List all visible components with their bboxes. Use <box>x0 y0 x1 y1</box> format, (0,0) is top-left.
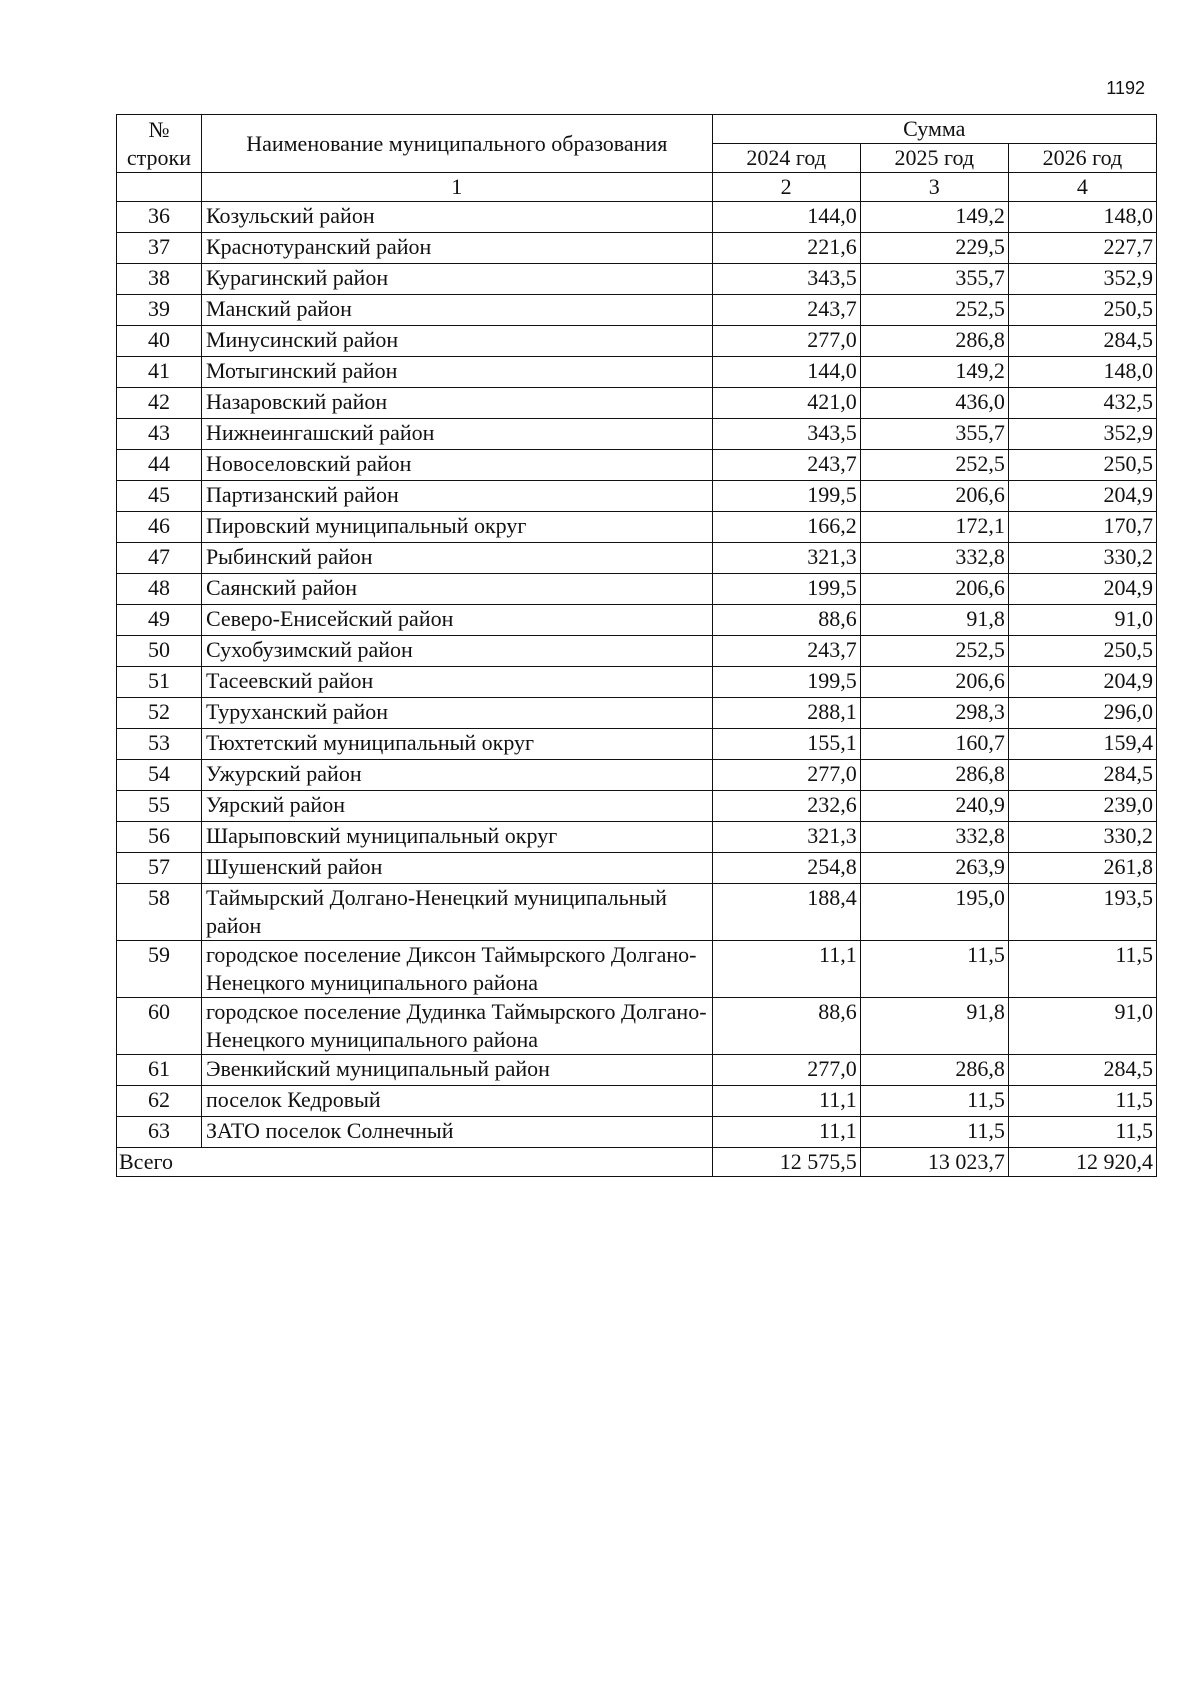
value-2025: 252,5 <box>860 636 1008 667</box>
value-2025: 332,8 <box>860 822 1008 853</box>
total-row <box>117 1148 1157 1177</box>
value-2024: 277,0 <box>712 326 860 357</box>
value-2024: 88,6 <box>712 605 860 636</box>
value-2026: 159,4 <box>1008 729 1156 760</box>
value-2025: 11,5 <box>860 1086 1008 1117</box>
municipality-name: Северо-Енисейский район <box>201 605 712 636</box>
header-row-number-line1: № <box>148 116 170 142</box>
value-2025: 91,8 <box>860 605 1008 636</box>
value-2026: 250,5 <box>1008 450 1156 481</box>
row-number: 45 <box>117 481 202 512</box>
municipality-name: ЗАТО поселок Солнечный <box>201 1117 712 1148</box>
value-2026: 91,0 <box>1008 605 1156 636</box>
table-body <box>117 202 1157 1148</box>
row-number: 59 <box>117 941 202 998</box>
value-2024: 188,4 <box>712 884 860 941</box>
table-row <box>117 357 1157 388</box>
value-2026: 11,5 <box>1008 941 1156 998</box>
municipality-name: Эвенкийский муниципальный район <box>201 1055 712 1086</box>
value-2024: 343,5 <box>712 264 860 295</box>
value-2024: 421,0 <box>712 388 860 419</box>
table-row <box>117 998 1157 1055</box>
row-number: 47 <box>117 543 202 574</box>
value-2024: 199,5 <box>712 574 860 605</box>
value-2026: 352,9 <box>1008 419 1156 450</box>
municipality-name: поселок Кедровый <box>201 1086 712 1117</box>
municipality-name: Уярский район <box>201 791 712 822</box>
header-year-2026: 2026 год <box>1008 144 1156 173</box>
value-2026: 330,2 <box>1008 543 1156 574</box>
municipality-name: Назаровский район <box>201 388 712 419</box>
value-2024: 343,5 <box>712 419 860 450</box>
value-2026: 148,0 <box>1008 202 1156 233</box>
municipality-name: Пировский муниципальный округ <box>201 512 712 543</box>
value-2025: 252,5 <box>860 450 1008 481</box>
total-label: Всего <box>117 1148 713 1177</box>
municipality-name: Сухобузимский район <box>201 636 712 667</box>
value-2024: 88,6 <box>712 998 860 1055</box>
table-row <box>117 729 1157 760</box>
municipality-name: Тюхтетский муниципальный округ <box>201 729 712 760</box>
municipality-name: Манский район <box>201 295 712 326</box>
value-2026: 250,5 <box>1008 636 1156 667</box>
column-index-3: 3 <box>860 173 1008 202</box>
total-2026: 12 920,4 <box>1008 1148 1156 1177</box>
value-2024: 199,5 <box>712 481 860 512</box>
table-header <box>117 115 1157 202</box>
row-number: 44 <box>117 450 202 481</box>
total-2024: 12 575,5 <box>712 1148 860 1177</box>
value-2024: 288,1 <box>712 698 860 729</box>
value-2024: 155,1 <box>712 729 860 760</box>
table-row <box>117 574 1157 605</box>
municipality-name: Туруханский район <box>201 698 712 729</box>
row-number: 48 <box>117 574 202 605</box>
header-row-number-line2: строки <box>126 144 192 170</box>
row-number: 39 <box>117 295 202 326</box>
value-2026: 193,5 <box>1008 884 1156 941</box>
table-row <box>117 419 1157 450</box>
value-2025: 332,8 <box>860 543 1008 574</box>
value-2024: 166,2 <box>712 512 860 543</box>
municipality-name: Курагинский район <box>201 264 712 295</box>
column-index-empty <box>117 173 202 202</box>
table-row <box>117 202 1157 233</box>
table-row <box>117 760 1157 791</box>
municipality-name: Новоселовский район <box>201 450 712 481</box>
value-2026: 148,0 <box>1008 357 1156 388</box>
table-row <box>117 295 1157 326</box>
value-2026: 261,8 <box>1008 853 1156 884</box>
value-2026: 239,0 <box>1008 791 1156 822</box>
value-2024: 11,1 <box>712 1086 860 1117</box>
value-2026: 170,7 <box>1008 512 1156 543</box>
header-municipality-name: Наименование муниципального образования <box>201 115 712 173</box>
value-2024: 277,0 <box>712 760 860 791</box>
row-number: 42 <box>117 388 202 419</box>
value-2025: 286,8 <box>860 760 1008 791</box>
value-2025: 206,6 <box>860 574 1008 605</box>
municipality-name: Козульский район <box>201 202 712 233</box>
table-row <box>117 264 1157 295</box>
value-2026: 227,7 <box>1008 233 1156 264</box>
value-2026: 11,5 <box>1008 1086 1156 1117</box>
row-number: 55 <box>117 791 202 822</box>
value-2026: 91,0 <box>1008 998 1156 1055</box>
value-2025: 149,2 <box>860 357 1008 388</box>
table-row <box>117 481 1157 512</box>
column-index-1: 1 <box>201 173 712 202</box>
table-row <box>117 388 1157 419</box>
municipality-name: Шушенский район <box>201 853 712 884</box>
row-number: 57 <box>117 853 202 884</box>
value-2025: 286,8 <box>860 326 1008 357</box>
value-2024: 243,7 <box>712 295 860 326</box>
value-2024: 243,7 <box>712 636 860 667</box>
row-number: 51 <box>117 667 202 698</box>
value-2025: 436,0 <box>860 388 1008 419</box>
value-2024: 277,0 <box>712 1055 860 1086</box>
row-number: 52 <box>117 698 202 729</box>
value-2025: 172,1 <box>860 512 1008 543</box>
value-2025: 263,9 <box>860 853 1008 884</box>
value-2024: 144,0 <box>712 202 860 233</box>
row-number: 38 <box>117 264 202 295</box>
table-row <box>117 853 1157 884</box>
table-row <box>117 233 1157 264</box>
row-number: 49 <box>117 605 202 636</box>
table-row <box>117 512 1157 543</box>
value-2024: 321,3 <box>712 822 860 853</box>
table-row <box>117 636 1157 667</box>
value-2025: 229,5 <box>860 233 1008 264</box>
municipality-name: Ужурский район <box>201 760 712 791</box>
value-2025: 206,6 <box>860 481 1008 512</box>
value-2025: 355,7 <box>860 264 1008 295</box>
header-year-2025: 2025 год <box>860 144 1008 173</box>
municipality-name: Краснотуранский район <box>201 233 712 264</box>
municipality-name: Минусинский район <box>201 326 712 357</box>
value-2024: 144,0 <box>712 357 860 388</box>
value-2026: 284,5 <box>1008 1055 1156 1086</box>
municipality-name: Шарыповский муниципальный округ <box>201 822 712 853</box>
budget-table <box>116 114 1157 1177</box>
value-2026: 284,5 <box>1008 760 1156 791</box>
value-2024: 232,6 <box>712 791 860 822</box>
column-index-2: 2 <box>712 173 860 202</box>
value-2026: 296,0 <box>1008 698 1156 729</box>
row-number: 63 <box>117 1117 202 1148</box>
value-2024: 11,1 <box>712 941 860 998</box>
value-2025: 206,6 <box>860 667 1008 698</box>
value-2025: 355,7 <box>860 419 1008 450</box>
value-2026: 204,9 <box>1008 574 1156 605</box>
municipality-name: Саянский район <box>201 574 712 605</box>
municipality-name: Партизанский район <box>201 481 712 512</box>
row-number: 46 <box>117 512 202 543</box>
municipality-name: Рыбинский район <box>201 543 712 574</box>
municipality-name: городское поселение Диксон Таймырского Долгано-Ненецкого муниципального района <box>201 941 712 998</box>
table-row <box>117 1086 1157 1117</box>
table-row <box>117 543 1157 574</box>
value-2025: 252,5 <box>860 295 1008 326</box>
value-2026: 204,9 <box>1008 667 1156 698</box>
municipality-name: городское поселение Дудинка Таймырского Долгано-Ненецкого муниципального района <box>201 998 712 1055</box>
value-2024: 199,5 <box>712 667 860 698</box>
row-number: 62 <box>117 1086 202 1117</box>
municipality-name: Тасеевский район <box>201 667 712 698</box>
table-row <box>117 822 1157 853</box>
row-number: 56 <box>117 822 202 853</box>
value-2025: 11,5 <box>860 941 1008 998</box>
row-number: 61 <box>117 1055 202 1086</box>
row-number: 37 <box>117 233 202 264</box>
column-index-4: 4 <box>1008 173 1156 202</box>
row-number: 54 <box>117 760 202 791</box>
municipality-name: Таймырский Долгано-Ненецкий муниципальный район <box>201 884 712 941</box>
value-2024: 243,7 <box>712 450 860 481</box>
row-number: 53 <box>117 729 202 760</box>
row-number: 41 <box>117 357 202 388</box>
header-row-number <box>117 115 202 173</box>
table-row <box>117 450 1157 481</box>
row-number: 58 <box>117 884 202 941</box>
value-2026: 432,5 <box>1008 388 1156 419</box>
header-year-2024: 2024 год <box>712 144 860 173</box>
value-2026: 250,5 <box>1008 295 1156 326</box>
row-number: 40 <box>117 326 202 357</box>
header-sum: Сумма <box>712 115 1156 144</box>
total-2025: 13 023,7 <box>860 1148 1008 1177</box>
value-2025: 91,8 <box>860 998 1008 1055</box>
page-number: 1192 <box>1106 78 1145 98</box>
value-2024: 221,6 <box>712 233 860 264</box>
value-2025: 298,3 <box>860 698 1008 729</box>
row-number: 43 <box>117 419 202 450</box>
table-footer <box>117 1148 1157 1177</box>
value-2024: 254,8 <box>712 853 860 884</box>
table-row <box>117 698 1157 729</box>
table-row <box>117 884 1157 941</box>
value-2025: 160,7 <box>860 729 1008 760</box>
value-2025: 11,5 <box>860 1117 1008 1148</box>
value-2025: 286,8 <box>860 1055 1008 1086</box>
row-number: 50 <box>117 636 202 667</box>
table-row <box>117 791 1157 822</box>
table-row <box>117 605 1157 636</box>
table-row <box>117 326 1157 357</box>
row-number: 60 <box>117 998 202 1055</box>
value-2024: 11,1 <box>712 1117 860 1148</box>
value-2026: 352,9 <box>1008 264 1156 295</box>
table-row <box>117 941 1157 998</box>
value-2025: 149,2 <box>860 202 1008 233</box>
value-2026: 11,5 <box>1008 1117 1156 1148</box>
municipality-name: Нижнеингашский район <box>201 419 712 450</box>
value-2024: 321,3 <box>712 543 860 574</box>
value-2026: 330,2 <box>1008 822 1156 853</box>
row-number: 36 <box>117 202 202 233</box>
table-row <box>117 667 1157 698</box>
value-2026: 284,5 <box>1008 326 1156 357</box>
value-2025: 240,9 <box>860 791 1008 822</box>
municipality-name: Мотыгинский район <box>201 357 712 388</box>
value-2026: 204,9 <box>1008 481 1156 512</box>
value-2025: 195,0 <box>860 884 1008 941</box>
table-row <box>117 1055 1157 1086</box>
table-row <box>117 1117 1157 1148</box>
